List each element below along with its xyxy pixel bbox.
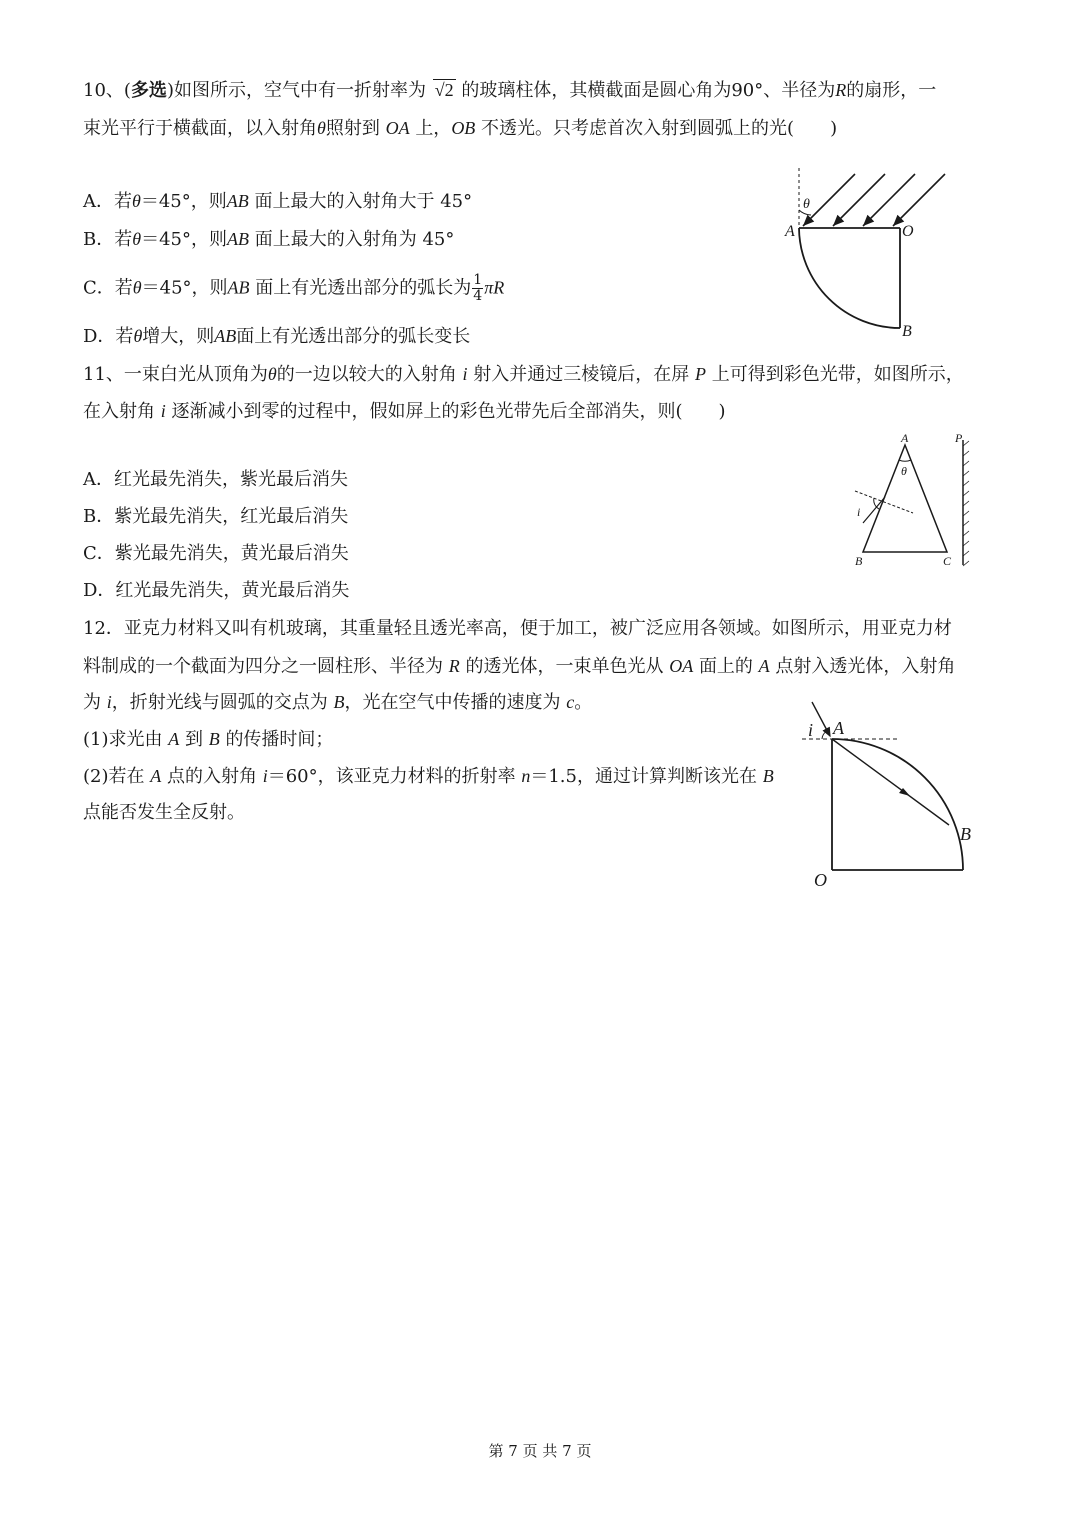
var-A: A [150, 766, 162, 786]
q11-option-a: A．红光最先消失，紫光最后消失 [83, 469, 348, 490]
var-i: i [262, 766, 268, 786]
light-ray [833, 174, 885, 226]
incident-ray [812, 702, 830, 736]
var-P: P [694, 364, 706, 384]
q10-option-c [83, 273, 504, 304]
q10-text: 不透光。只考虑首次入射到圆弧上的光( ) [481, 118, 838, 139]
label-theta: θ [901, 464, 907, 478]
var-AB: AB [226, 229, 249, 249]
light-ray [863, 174, 915, 226]
q11-line-2 [83, 398, 726, 425]
var-theta: θ [133, 326, 143, 346]
sqrt-2: √2 [434, 80, 454, 100]
q10-multi-select-tag: 多选 [130, 80, 167, 101]
option-text: D．若 [83, 326, 134, 347]
frac-denominator: 4 [473, 288, 483, 304]
option-text: 面上最大的入射角大于 45° [254, 191, 473, 212]
q12-line-2 [83, 653, 955, 680]
page-footer: 第 7 页 共 7 页 [488, 1442, 592, 1460]
option-text: ＝45°，则 [141, 229, 227, 250]
q11-option-c: C．紫光最先消失，黄光最后消失 [83, 543, 349, 564]
label-i: i [857, 505, 861, 519]
q11-line-1 [83, 361, 964, 388]
q11-text: 在入射角 [83, 401, 155, 422]
q11-text: 11、一束白光从顶角为 [83, 364, 268, 385]
label-B: B [902, 323, 912, 340]
q10-text: 照射到 [325, 118, 380, 139]
q11-option-b: B．紫光最先消失，红光最后消失 [83, 506, 349, 527]
var-AB: AB [214, 326, 237, 346]
var-AB: AB [226, 191, 249, 211]
q12-text: 面上的 [698, 656, 753, 677]
q12-part-2 [83, 763, 774, 790]
q12-text: 到 [184, 729, 203, 750]
q10-line-2 [83, 115, 837, 142]
q10-text: 的扇形，一 [846, 80, 937, 101]
label-B: B [960, 824, 971, 844]
light-ray [893, 174, 945, 226]
var-R: R [493, 277, 505, 298]
var-R: R [448, 656, 460, 676]
option-text: ＝45°，则 [141, 277, 228, 299]
q11-prism-figure [845, 430, 985, 575]
option-text: A．若 [83, 191, 132, 212]
label-A: A [785, 223, 795, 240]
var-OA: OA [385, 118, 410, 138]
arc-AB [799, 228, 900, 328]
var-A: A [758, 656, 770, 676]
var-i: i [462, 364, 468, 384]
q12-part-1 [83, 726, 333, 753]
var-theta: θ [267, 364, 277, 384]
q12-text: 为 [83, 692, 101, 713]
label-O: O [814, 870, 827, 890]
i-angle-arc [874, 498, 879, 509]
option-text: 面上有光透出部分的弧长为 [255, 277, 472, 299]
q12-line-3 [83, 689, 592, 716]
var-n: n [521, 766, 531, 786]
var-OA: OA [669, 656, 694, 676]
q12-text: ，光在空气中传播的速度为 [344, 692, 561, 713]
var-i: i [106, 692, 112, 712]
q10-option-b [83, 226, 454, 253]
q11-text: 射入并通过三棱镜后，在屏 [473, 364, 690, 385]
var-c: c [566, 692, 575, 712]
fraction-one-quarter [472, 273, 483, 304]
var-theta: θ [132, 229, 142, 249]
option-text: 面上最大的入射角为 45° [254, 229, 455, 250]
label-i: i [808, 720, 814, 740]
option-text: 面上有光透出部分的弧长变长 [236, 326, 471, 347]
sqrt-value: 2 [444, 80, 454, 100]
q12-text: 点的入射角 [166, 766, 257, 787]
theta-angle-arc [899, 460, 911, 461]
q12-text: ，折射光线与圆弧的交点为 [111, 692, 328, 713]
q12-text: 。 [574, 692, 593, 713]
var-B: B [333, 692, 345, 712]
label-C: C [943, 554, 952, 568]
q12-text: 点射入透光体，入射角 [775, 656, 956, 677]
var-B: B [762, 766, 774, 786]
label-A: A [833, 718, 844, 738]
option-text: ＝45°，则 [140, 191, 227, 212]
q12-text: (1)求光由 [83, 729, 163, 750]
light-ray [803, 174, 855, 226]
label-O: O [902, 223, 914, 240]
var-i: i [160, 401, 166, 421]
var-theta: θ [132, 277, 142, 298]
q11-text: 逐渐减小到零的过程中，假如屏上的彩色光带先后全部消失，则( ) [171, 401, 726, 422]
var-OB: OB [451, 118, 476, 138]
normal-dashed-line [855, 491, 913, 513]
q11-option-d: D．红光最先消失，黄光最后消失 [83, 580, 350, 601]
q10-option-d [83, 323, 470, 350]
label-P: P [955, 431, 963, 445]
q10-number: 10、( [83, 80, 131, 101]
q11-text: 的一边以较大的入射角 [276, 364, 457, 385]
q12-line-1: 12．亚克力材料又叫有机玻璃，其重量轻且透光率高，便于加工，被广泛应用各领域。如图所示，用亚克力材 [83, 618, 952, 639]
q10-text: 束光平行于横截面，以入射角 [83, 118, 317, 139]
q10-text: 上， [415, 118, 452, 139]
q12-text: 的透光体，一束单色光从 [465, 656, 664, 677]
q10-text: 的玻璃柱体，其横截面是圆心角为90°、半径为 [461, 80, 836, 101]
q11-text: 上可得到彩色光带，如图所示， [711, 364, 964, 385]
screen-hatching [963, 441, 969, 566]
q12-text: 料制成的一个截面为四分之一圆柱形、半径为 [83, 656, 443, 677]
q12-text: 的传播时间； [225, 729, 334, 750]
label-B: B [855, 554, 863, 568]
q12-quarter-cylinder-figure [800, 700, 990, 895]
q10-text: )如图所示，空气中有一折射率为 [166, 80, 426, 101]
var-AB: AB [227, 277, 250, 298]
q10-line-1 [83, 77, 936, 104]
option-text: B．若 [83, 229, 133, 250]
option-text: 增大，则 [142, 326, 215, 347]
label-theta: θ [803, 197, 810, 212]
q10-sector-figure [780, 160, 960, 345]
symbol-pi: π [484, 277, 494, 298]
var-theta: θ [132, 191, 141, 211]
i-angle-arc [822, 731, 827, 739]
q12-text: ＝60°，该亚克力材料的折射率 [267, 766, 516, 787]
var-A: A [168, 729, 180, 749]
q12-text: ＝1.5，通过计算判断该光在 [530, 766, 757, 787]
q12-text: (2)若在 [83, 766, 145, 787]
var-theta: θ [317, 118, 326, 138]
arc-AB [832, 739, 963, 870]
q10-option-a [83, 188, 472, 215]
q12-part-2-cont: 点能否发生全反射。 [83, 802, 245, 823]
option-text: C．若 [83, 277, 133, 299]
var-B: B [208, 729, 220, 749]
frac-numerator: 1 [473, 272, 483, 288]
var-R: R [835, 80, 847, 100]
label-A: A [901, 431, 909, 445]
